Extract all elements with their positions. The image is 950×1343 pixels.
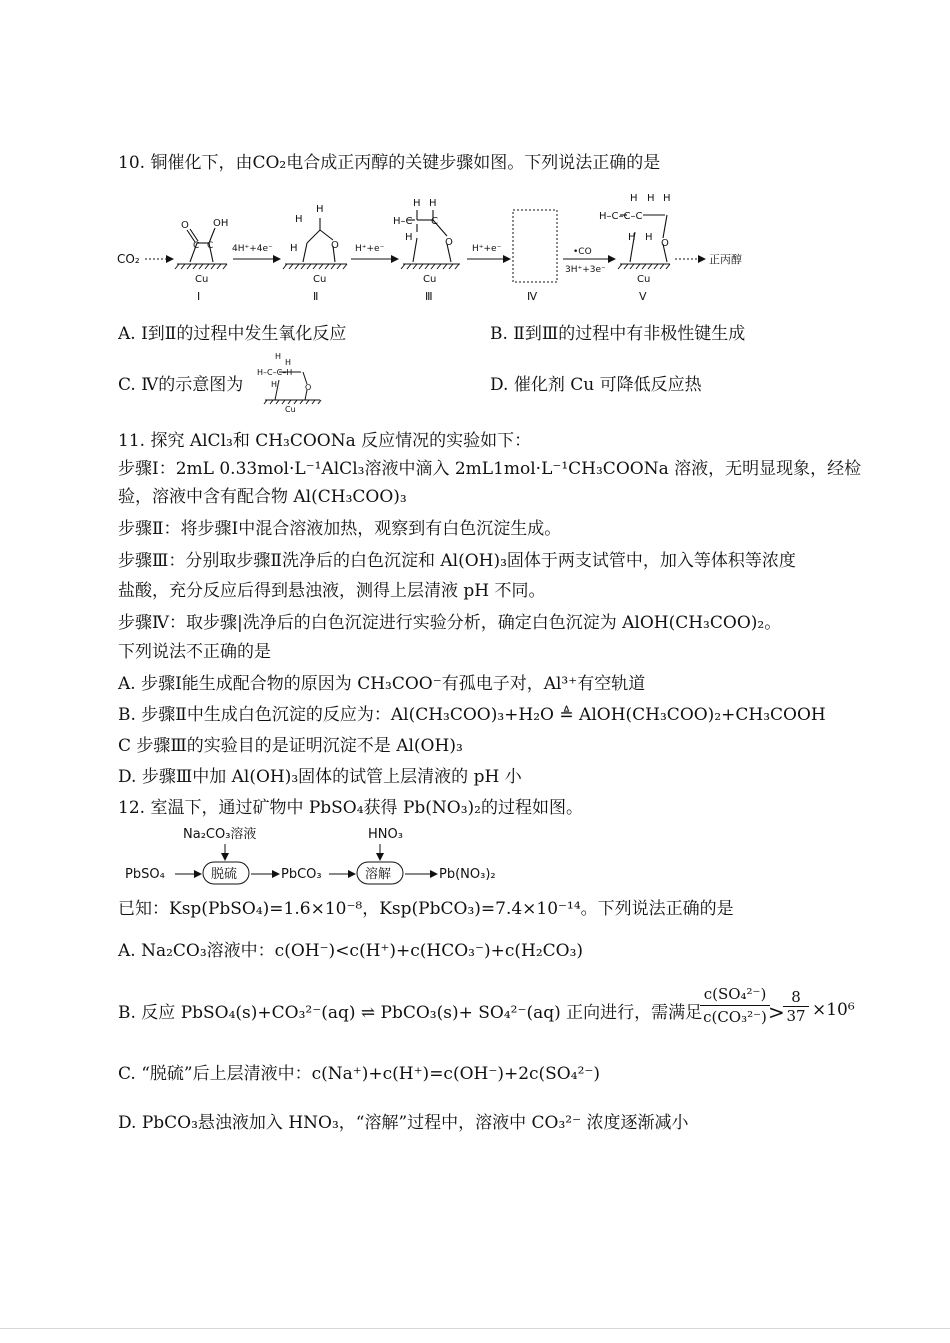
svg-text:Cu: Cu [637,274,651,285]
svg-text:•CO: •CO [573,247,592,257]
q10-mechanism-diagram [115,188,795,308]
svg-text:H–C–C–C: H–C–C–C [599,211,643,222]
cu-label: Cu [195,274,209,285]
q11-step1-line2: 验，溶液中含有配合物 Al(CH₃COO)₃ [118,487,407,507]
q12-known: 已知：Ksp(PbSO₄)=1.6×10⁻⁸，Ksp(PbCO₃)=7.4×10⁻¹⁴。下列说法正确的是 [118,899,734,919]
reactant-co2: CO₂ [117,252,140,266]
svg-text:OH: OH [213,218,229,229]
q10-option-c[interactable]: C. Ⅳ的示意图为 [118,375,244,395]
svg-text:H–C: H–C [393,216,413,227]
svg-text:Cu: Cu [423,274,437,285]
q12-option-b-fraction: 8 37 [783,988,809,1025]
svg-text:H–C–C–H: H–C–C–H [257,368,293,377]
svg-text:C: C [207,241,214,251]
svg-text:H: H [645,232,653,243]
flow-pbso4: PbSO₄ [125,867,165,882]
structure-label: Ⅰ [197,290,201,303]
svg-text:H: H [290,243,298,254]
svg-text:H: H [271,380,278,389]
svg-text:H: H [663,193,671,204]
svg-text:H: H [275,352,282,361]
q12-option-b-compare: > [768,1000,785,1024]
svg-text:H: H [429,198,437,209]
flow-pbno32: Pb(NO₃)₂ [439,867,496,882]
svg-text:O: O [445,237,453,248]
svg-text:Ⅴ: Ⅴ [639,290,647,303]
q12-flow-diagram [125,822,545,892]
svg-text:O: O [305,383,312,392]
reagent-na2co3: Na₂CO₃溶液 [183,827,257,842]
svg-text:H⁺+e⁻: H⁺+e⁻ [472,244,502,254]
svg-text:H: H [316,204,324,215]
page-bottom-edge [0,1328,950,1329]
q12-option-a[interactable]: A. Na₂CO₃溶液中：c(OH⁻)<c(H⁺)+c(HCO₃⁻)+c(H₂CO₃) [118,941,584,961]
q11-ask: 下列说法不正确的是 [118,642,271,662]
q12-stem: 12. 室温下，通过矿物中 PbSO₄获得 Pb(NO₃)₂的过程如图。 [118,798,583,818]
flow-step-desulfur: 脱硫 [211,867,238,882]
q11-option-d[interactable]: D. 步骤Ⅲ中加 Al(OH)₃固体的试管上层清液的 pH 小 [118,767,522,787]
q10-option-b[interactable]: B. Ⅱ到Ⅲ的过程中有非极性键生成 [490,324,746,344]
flow-pbco3: PbCO₃ [281,867,322,882]
q11-step2: 步骤Ⅱ：将步骤Ⅰ中混合溶液加热，观察到有白色沉淀生成。 [118,519,562,539]
q12-option-c[interactable]: C. “脱硫”后上层清液中：c(Na⁺)+c(H⁺)=c(OH⁻)+2c(SO₄²⁻) [118,1064,600,1084]
q11-option-b[interactable]: B. 步骤Ⅱ中生成白色沉淀的反应为：Al(CH₃COO)₃+H₂O ≜ AlOH(CH₃COO)₂+CH₃COOH [118,705,826,725]
svg-text:O: O [181,220,189,231]
svg-text:H: H [405,232,413,243]
flow-step-dissolve: 溶解 [365,867,392,882]
q11-step3-line2: 盐酸，充分反应后得到悬浊液，测得上层清液 pH 不同。 [118,581,546,601]
svg-text:Ⅱ: Ⅱ [313,290,319,303]
svg-text:Cu: Cu [313,274,327,285]
svg-text:Ⅲ: Ⅲ [425,290,433,303]
q12-option-b-ratio: c(SO₄²⁻) c(CO₃²⁻) [700,985,770,1026]
q10-option-c-structure [255,350,335,416]
svg-text:C: C [193,241,200,251]
q12-option-d[interactable]: D. PbCO₃悬浊液加入 HNO₃，“溶解”过程中，溶液中 CO₃²⁻ 浓度逐渐减小 [118,1113,689,1133]
svg-text:O: O [331,240,339,251]
reagent-hno3: HNO₃ [368,827,403,842]
q10-option-a[interactable]: A. Ⅰ到Ⅱ的过程中发生氧化反应 [118,324,347,344]
svg-text:H: H [628,232,636,243]
q11-step4: 步骤Ⅳ：取步骤|洗净后的白色沉淀进行实验分析，确定白色沉淀为 AlOH(CH₃COO)₂。 [118,613,782,633]
svg-text:H⁺+e⁻: H⁺+e⁻ [355,244,385,254]
q11-option-a[interactable]: A. 步骤Ⅰ能生成配合物的原因为 CH₃COO⁻有孤电子对，Al³⁺有空轨道 [118,674,646,694]
svg-text:C: C [431,216,438,227]
product-propanol: 正丙醇 [709,253,742,266]
q10-stem: 10. 铜催化下，由CO₂电合成正丙醇的关键步骤如图。下列说法正确的是 [118,153,661,173]
svg-text:H: H [295,214,303,225]
svg-text:3H⁺+3e⁻: 3H⁺+3e⁻ [565,265,606,275]
svg-text:O: O [661,238,669,249]
svg-text:4H⁺+4e⁻: 4H⁺+4e⁻ [232,244,273,254]
svg-text:H: H [647,193,655,204]
q12-option-b-tail: ×10⁶ [812,1000,855,1020]
svg-text:H: H [413,198,421,209]
svg-text:Cu: Cu [285,405,296,414]
q10-option-d[interactable]: D. 催化剂 Cu 可降低反应热 [490,375,702,395]
q12-option-b[interactable] [118,1002,702,1024]
svg-text:H: H [285,358,292,367]
q11-option-c[interactable]: C 步骤Ⅲ的实验目的是证明沉淀不是 Al(OH)₃ [118,736,463,756]
q11-step3-line1: 步骤Ⅲ：分别取步骤Ⅱ洗净后的白色沉淀和 Al(OH)₃固体于两支试管中，加入等体积等浓度 [118,551,796,571]
svg-text:Ⅳ: Ⅳ [527,290,538,303]
q11-stem: 11. 探究 AlCl₃和 CH₃COONa 反应情况的实验如下： [118,431,532,451]
svg-text:H: H [630,193,638,204]
q11-step1-line1: 步骤Ⅰ：2mL 0.33mol·L⁻¹AlCl₃溶液中滴入 2mL1mol·L⁻¹CH₃COONa 溶液，无明显现象，经检 [118,459,862,479]
q12-option-b-text: B. 反应 PbSO₄(s)+CO₃²⁻(aq) ⇌ PbCO₃(s)+ SO₄²⁻(aq) 正向进行，需满足 [118,1003,703,1023]
